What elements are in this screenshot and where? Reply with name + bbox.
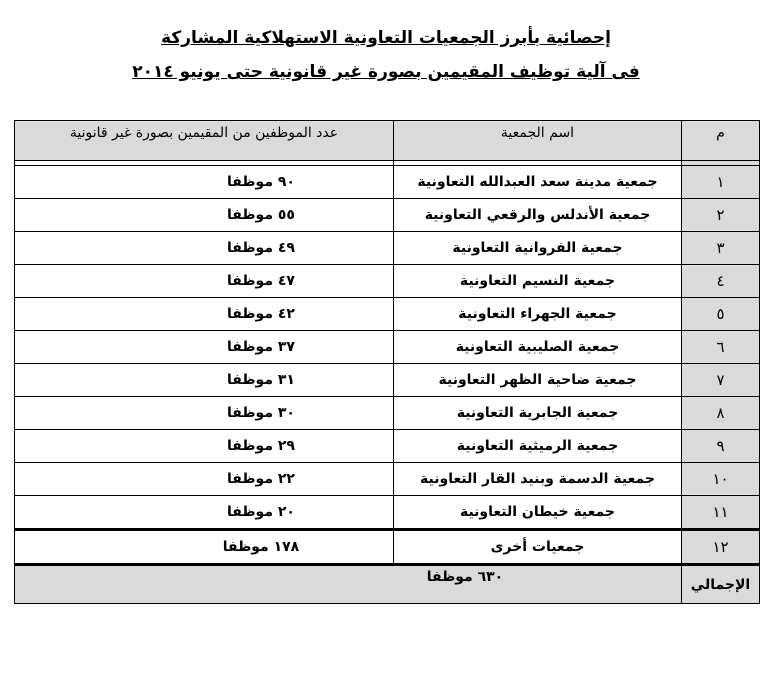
row-num: ١١ bbox=[682, 496, 760, 530]
row-num: ٦ bbox=[682, 331, 760, 364]
row-count: ٤٧ موظفا bbox=[15, 265, 394, 298]
row-name: جمعية الجهراء التعاونية bbox=[394, 298, 682, 331]
table-row bbox=[15, 397, 760, 430]
header-name: اسم الجمعية bbox=[394, 121, 682, 161]
row-name: جمعية الفروانية التعاونية bbox=[394, 232, 682, 265]
table-row bbox=[15, 298, 760, 331]
table-header-row bbox=[15, 121, 760, 161]
row-count: ٢٢ موظفا bbox=[15, 463, 394, 496]
header-count: عدد الموظفين من المقيمين بصورة غير قانونية bbox=[15, 121, 394, 161]
row-count: ٣٠ موظفا bbox=[15, 397, 394, 430]
row-num: ١٠ bbox=[682, 463, 760, 496]
row-num: ٧ bbox=[682, 364, 760, 397]
table-row bbox=[15, 265, 760, 298]
row-num: ٥ bbox=[682, 298, 760, 331]
header-num: م bbox=[682, 121, 760, 161]
row-num: ٤ bbox=[682, 265, 760, 298]
row-count: ١٧٨ موظفا bbox=[15, 530, 394, 565]
row-count: ٩٠ موظفا bbox=[15, 166, 394, 199]
table-row-other bbox=[15, 530, 760, 565]
table-row bbox=[15, 199, 760, 232]
title-line-2: فى آلية توظيف المقيمين بصورة غير قانونية حتى يونيو ٢٠١٤ bbox=[132, 62, 640, 82]
total-label: الإجمالي bbox=[682, 565, 760, 604]
row-count: ٢٩ موظفا bbox=[15, 430, 394, 463]
table-row bbox=[15, 232, 760, 265]
row-name: جمعية الصليبية التعاونية bbox=[394, 331, 682, 364]
row-count: ٣١ موظفا bbox=[15, 364, 394, 397]
row-name: جمعية مدينة سعد العبدالله التعاونية bbox=[394, 166, 682, 199]
total-count: ٦٣٠ موظفا bbox=[15, 565, 682, 604]
row-name: جمعية خيطان التعاونية bbox=[394, 496, 682, 530]
row-name: جمعية النسيم التعاونية bbox=[394, 265, 682, 298]
row-count: ٤٩ موظفا bbox=[15, 232, 394, 265]
row-num: ٢ bbox=[682, 199, 760, 232]
row-name: جمعية ضاحية الظهر التعاونية bbox=[394, 364, 682, 397]
table-row bbox=[15, 430, 760, 463]
row-num: ٩ bbox=[682, 430, 760, 463]
row-name: جمعيات أخرى bbox=[394, 530, 682, 565]
table-row-total bbox=[15, 565, 760, 604]
table-row bbox=[15, 463, 760, 496]
document-title bbox=[0, 28, 772, 82]
row-name: جمعية الجابرية التعاونية bbox=[394, 397, 682, 430]
row-num: ١ bbox=[682, 166, 760, 199]
row-name: جمعية الدسمة وبنيد القار التعاونية bbox=[394, 463, 682, 496]
row-name: جمعية الأندلس والرقعي التعاونية bbox=[394, 199, 682, 232]
table-row bbox=[15, 496, 760, 530]
row-count: ٢٠ موظفا bbox=[15, 496, 394, 530]
statistics-table bbox=[14, 120, 760, 604]
row-count: ٣٧ موظفا bbox=[15, 331, 394, 364]
table-row bbox=[15, 331, 760, 364]
table-row bbox=[15, 166, 760, 199]
row-name: جمعية الرميثية التعاونية bbox=[394, 430, 682, 463]
row-num: ٣ bbox=[682, 232, 760, 265]
title-line-1: إحصائية بأبرز الجمعيات التعاونية الاستهلاكية المشاركة bbox=[161, 28, 611, 48]
row-num: ١٢ bbox=[682, 530, 760, 565]
row-count: ٤٢ موظفا bbox=[15, 298, 394, 331]
table-row bbox=[15, 364, 760, 397]
row-count: ٥٥ موظفا bbox=[15, 199, 394, 232]
row-num: ٨ bbox=[682, 397, 760, 430]
